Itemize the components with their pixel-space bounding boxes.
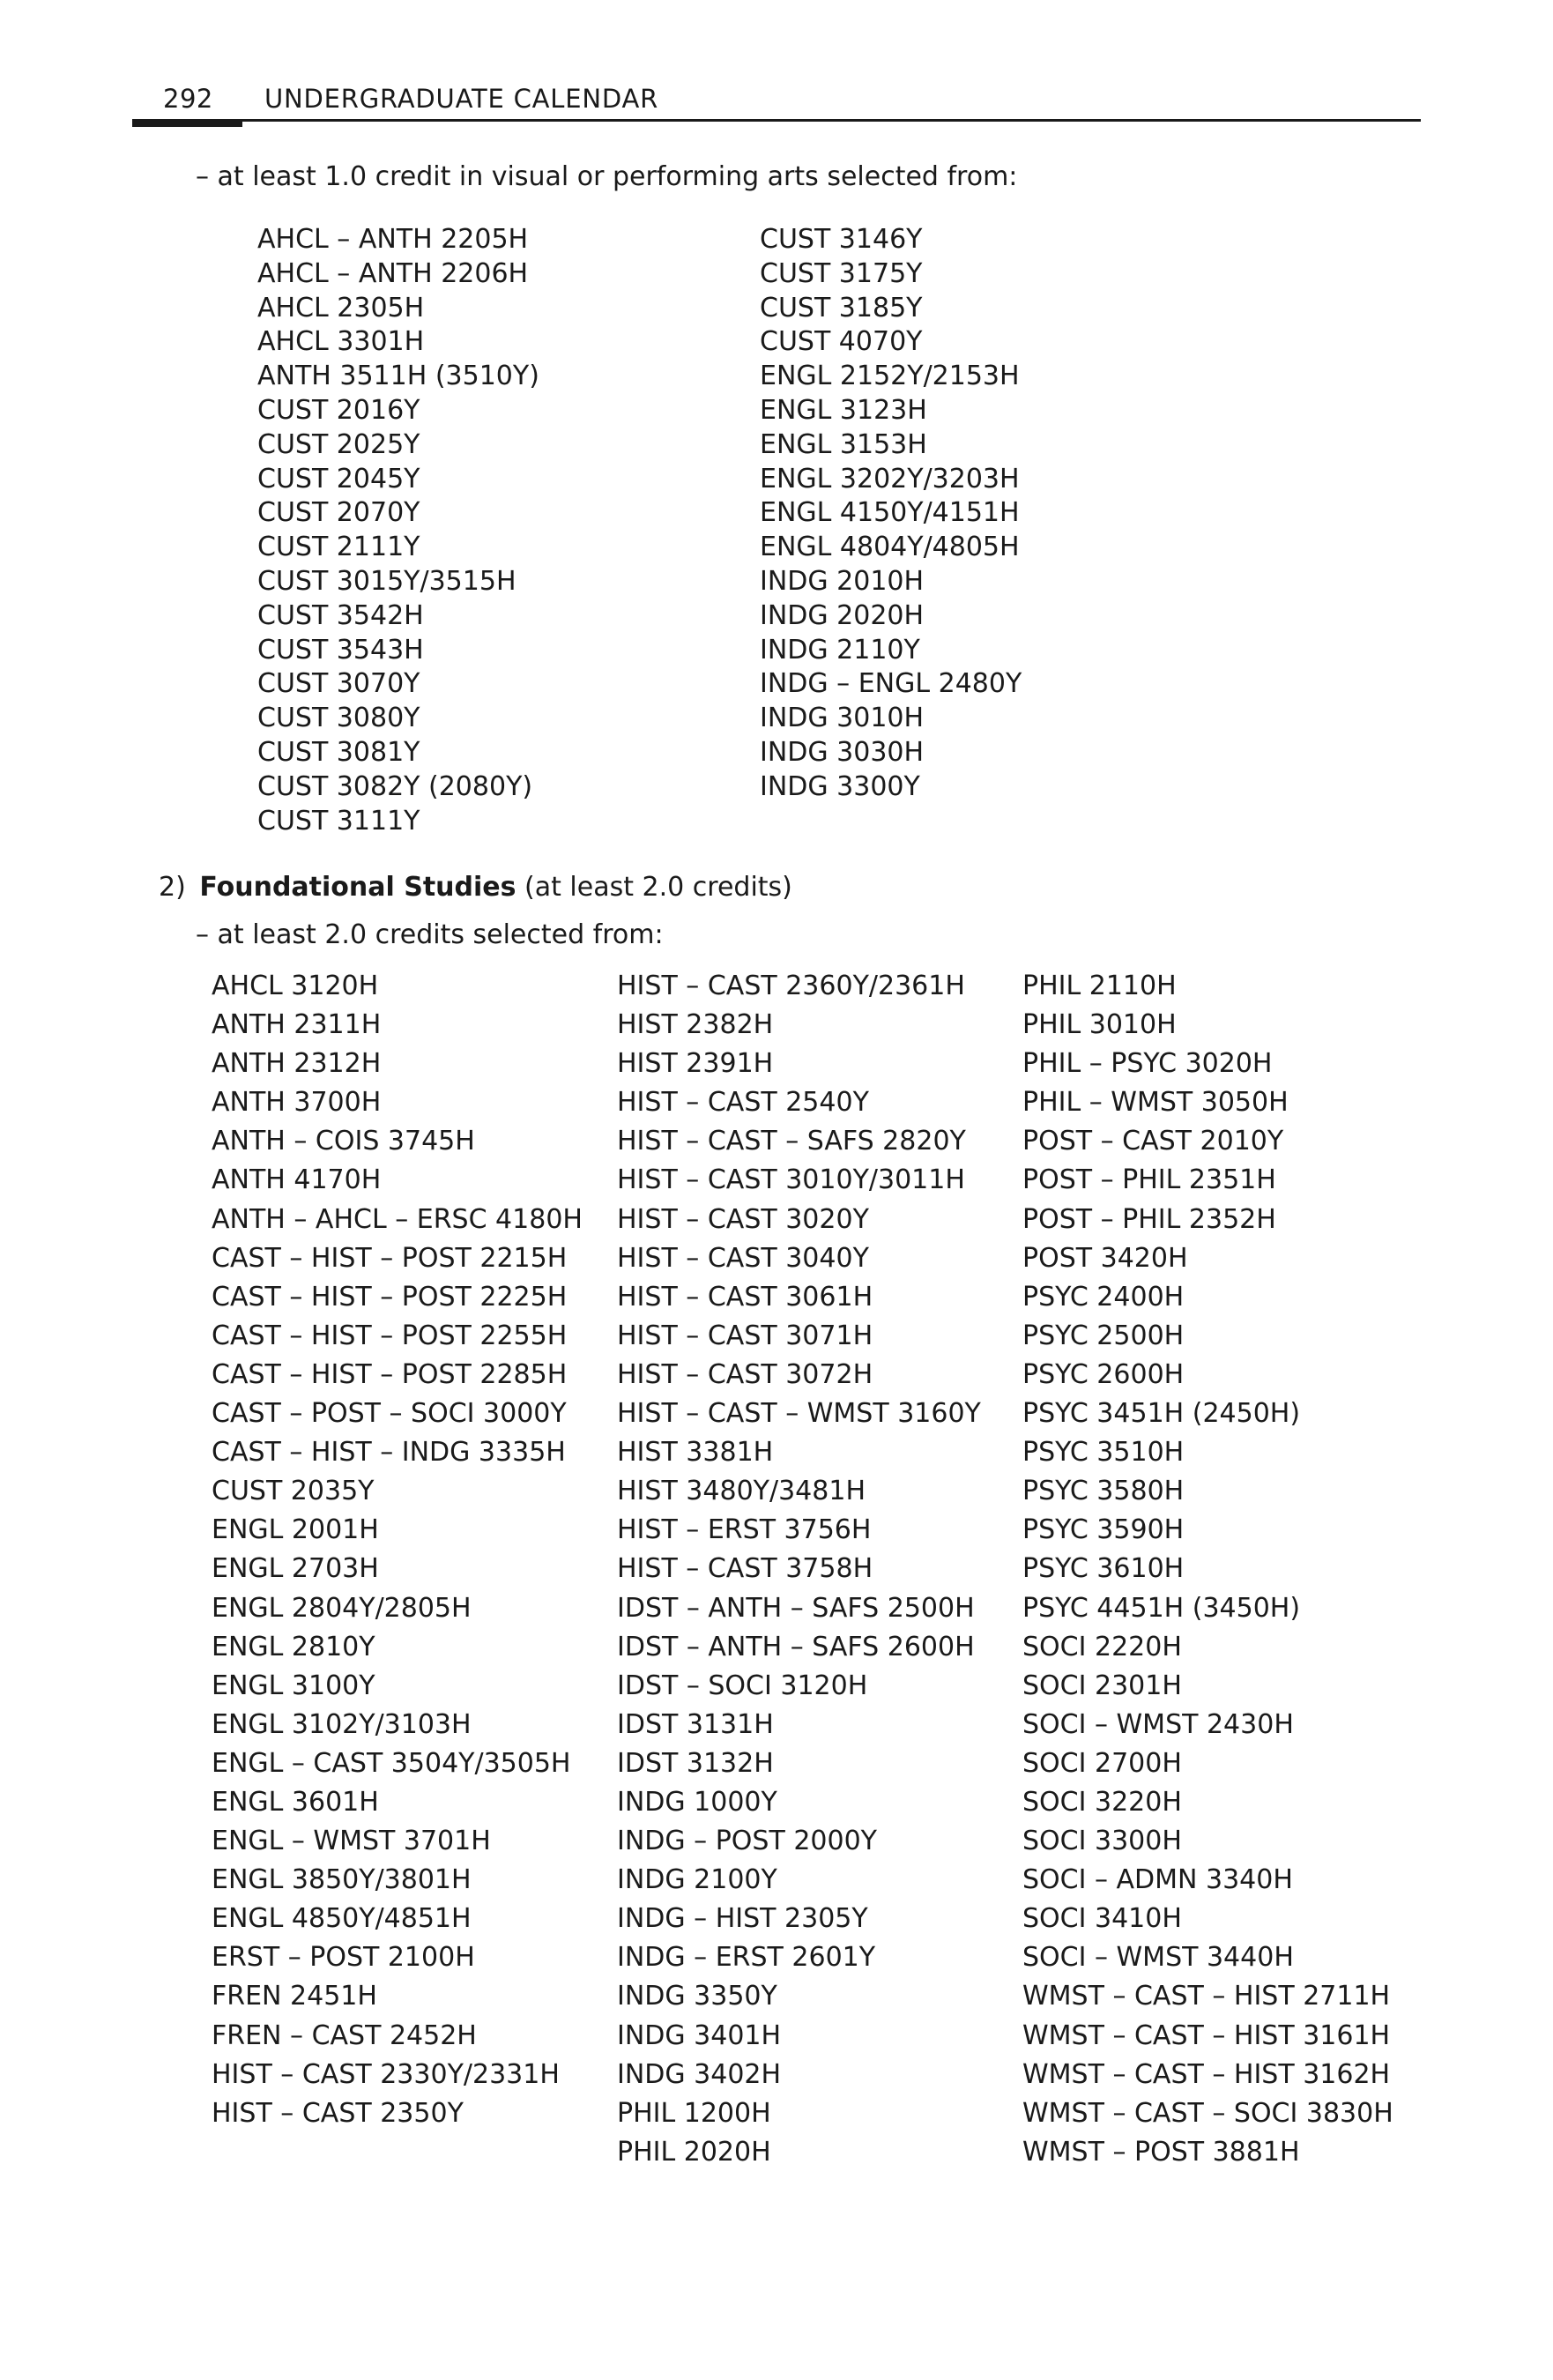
course-list-item: CAST – HIST – POST 2215H: [212, 1242, 568, 1274]
course-list-item: HIST – CAST 2540Y: [617, 1087, 869, 1119]
course-list-item: HIST – CAST 2330Y/2331H: [212, 2058, 560, 2090]
course-list-item: WMST – POST 3881H: [1022, 2136, 1300, 2168]
course-list-item: SOCI – ADMN 3340H: [1022, 1864, 1293, 1896]
course-list-item: PSYC 4451H (3450H): [1022, 1592, 1301, 1624]
course-list-item: CAST – HIST – POST 2255H: [212, 1320, 568, 1351]
course-list-item: CUST 3082Y (2080Y): [257, 770, 533, 802]
course-list-item: HIST – ERST 3756H: [617, 1514, 872, 1546]
course-list-item: PHIL 2020H: [617, 2136, 771, 2168]
arts-course-list-column-1: [257, 223, 539, 838]
course-list-item: CUST 3015Y/3515H: [257, 565, 516, 597]
foundational-credits-note: (at least 2.0 credits): [524, 872, 792, 903]
course-list-item: HIST 3480Y/3481H: [617, 1476, 866, 1507]
course-list-item: CUST 2035Y: [212, 1476, 375, 1507]
foundational-course-list-column-3: [1022, 967, 1393, 2172]
course-list-item: IDST – SOCI 3120H: [617, 1670, 868, 1701]
course-list-item: AHCL – ANTH 2206H: [257, 257, 529, 289]
course-list-item: POST – CAST 2010Y: [1022, 1126, 1284, 1157]
course-list-item: SOCI 2700H: [1022, 1747, 1182, 1779]
course-list-item: SOCI 3220H: [1022, 1786, 1182, 1818]
course-list-item: INDG 3300Y: [760, 770, 920, 802]
course-list-item: ENGL 4804Y/4805H: [760, 532, 1020, 563]
course-list-item: HIST – CAST 3040Y: [617, 1242, 869, 1274]
course-list-item: ENGL 3100Y: [212, 1670, 375, 1701]
course-list-item: ENGL 2152Y/2153H: [760, 361, 1020, 392]
course-list-item: PSYC 3610H: [1022, 1553, 1185, 1585]
course-list-item: HIST – CAST 3061H: [617, 1281, 873, 1313]
course-list-item: ENGL 3102Y/3103H: [212, 1708, 472, 1740]
course-list-item: POST – PHIL 2352H: [1022, 1203, 1276, 1235]
course-list-item: WMST – CAST – SOCI 3830H: [1022, 2097, 1393, 2129]
course-list-item: PSYC 3451H (2450H): [1022, 1398, 1301, 1430]
header-rule: [132, 119, 1421, 122]
course-list-item: ENGL 3153H: [760, 428, 927, 460]
course-list-item: HIST 3381H: [617, 1437, 774, 1469]
course-list-item: CAST – HIST – INDG 3335H: [212, 1437, 566, 1469]
course-list-item: INDG 2110Y: [760, 634, 920, 666]
foundational-course-list-column-1: [212, 967, 583, 2133]
course-list-item: SOCI – WMST 2430H: [1022, 1708, 1294, 1740]
course-list-item: ENGL 2001H: [212, 1514, 379, 1546]
course-list-item: CAST – POST – SOCI 3000Y: [212, 1398, 567, 1430]
course-list-item: ANTH 3700H: [212, 1087, 382, 1119]
course-list-item: INDG 3402H: [617, 2058, 782, 2090]
course-list-item: HIST – CAST 3020Y: [617, 1203, 869, 1235]
course-list-item: PHIL 2110H: [1022, 971, 1177, 1001]
course-list-item: CUST 3543H: [257, 634, 424, 666]
course-list-item: ENGL 2810Y: [212, 1631, 375, 1662]
course-list-item: HIST 2382H: [617, 1009, 774, 1041]
course-list-item: PHIL 1200H: [617, 2097, 771, 2129]
course-list-item: HIST – CAST 3758H: [617, 1553, 873, 1585]
course-list-item: WMST – CAST – HIST 2711H: [1022, 1981, 1391, 2012]
course-list-item: INDG 2100Y: [617, 1864, 777, 1896]
course-list-item: WMST – CAST – HIST 3162H: [1022, 2058, 1391, 2090]
course-list-item: ENGL 3850Y/3801H: [212, 1864, 472, 1896]
header-rule-accent: [132, 119, 242, 127]
course-list-item: INDG 3030H: [760, 736, 925, 768]
course-list-item: INDG 3010H: [760, 703, 925, 734]
course-list-item: CUST 4070Y: [760, 326, 923, 358]
course-list-item: CUST 3175Y: [760, 257, 923, 289]
course-list-item: ERST – POST 2100H: [212, 1942, 475, 1974]
page-header: [132, 82, 1421, 123]
course-list-item: ENGL 3601H: [212, 1786, 379, 1818]
course-list-item: CAST – HIST – POST 2285H: [212, 1358, 568, 1390]
course-list-item: CUST 2111Y: [257, 532, 420, 563]
course-list-item: HIST – CAST 2360Y/2361H: [617, 971, 965, 1001]
page-number: 292: [163, 84, 213, 114]
course-list-item: FREN – CAST 2452H: [212, 2019, 477, 2051]
course-list-item: PSYC 3580H: [1022, 1476, 1185, 1507]
course-list-item: PSYC 3590H: [1022, 1514, 1185, 1546]
course-list-item: ENGL – CAST 3504Y/3505H: [212, 1747, 571, 1779]
course-list-item: CUST 3080Y: [257, 703, 420, 734]
course-list-item: CUST 3070Y: [257, 668, 420, 700]
course-list-item: CUST 3111Y: [257, 805, 420, 837]
course-list-item: ENGL 4850Y/4851H: [212, 1903, 472, 1935]
course-list-item: PSYC 2600H: [1022, 1358, 1185, 1390]
course-list-item: SOCI 3410H: [1022, 1903, 1182, 1935]
course-list-item: CUST 3542H: [257, 599, 424, 631]
course-list-item: INDG 1000Y: [617, 1786, 777, 1818]
course-list-item: INDG – ENGL 2480Y: [760, 668, 1022, 700]
course-list-item: INDG 2010H: [760, 565, 925, 597]
course-list-item: PSYC 2500H: [1022, 1320, 1185, 1351]
course-list-item: POST 3420H: [1022, 1242, 1188, 1274]
course-list-item: ENGL 2804Y/2805H: [212, 1592, 472, 1624]
foundational-heading: [159, 871, 792, 904]
course-list-item: CAST – HIST – POST 2225H: [212, 1281, 568, 1313]
course-list-item: PHIL – WMST 3050H: [1022, 1087, 1289, 1119]
course-list-item: POST – PHIL 2351H: [1022, 1164, 1276, 1196]
course-list-item: ANTH 3511H (3510Y): [257, 361, 539, 392]
course-list-item: ANTH 2311H: [212, 1009, 382, 1041]
foundational-title: Foundational Studies: [199, 872, 516, 903]
course-list-item: HIST – CAST – SAFS 2820Y: [617, 1126, 966, 1157]
course-list-item: AHCL 3301H: [257, 326, 425, 358]
course-list-item: WMST – CAST – HIST 3161H: [1022, 2019, 1391, 2051]
course-list-item: ENGL 2703H: [212, 1553, 379, 1585]
arts-requirement: – at least 1.0 credit in visual or performing arts selected from:: [196, 161, 1018, 192]
course-list-item: CUST 3146Y: [760, 224, 923, 255]
course-list-item: HIST – CAST – WMST 3160Y: [617, 1398, 981, 1430]
course-list-item: ENGL 4150Y/4151H: [760, 497, 1020, 529]
arts-course-list-column-2: [760, 223, 1022, 805]
course-list-item: AHCL 2305H: [257, 292, 425, 324]
course-list-item: SOCI 2220H: [1022, 1631, 1182, 1662]
course-list-item: ANTH 2312H: [212, 1048, 382, 1080]
foundational-course-list-column-2: [617, 967, 981, 2172]
course-list-item: INDG – HIST 2305Y: [617, 1903, 868, 1935]
course-list-item: IDST – ANTH – SAFS 2600H: [617, 1631, 975, 1662]
course-list-item: CUST 2025Y: [257, 428, 420, 460]
course-list-item: ENGL – WMST 3701H: [212, 1826, 491, 1857]
course-list-item: SOCI 2301H: [1022, 1670, 1182, 1701]
course-list-item: ANTH 4170H: [212, 1164, 382, 1196]
course-list-item: PHIL – PSYC 3020H: [1022, 1048, 1273, 1080]
course-list-item: CUST 3081Y: [257, 736, 420, 768]
course-list-item: SOCI – WMST 3440H: [1022, 1942, 1294, 1974]
course-list-item: CUST 2070Y: [257, 497, 420, 529]
course-list-item: INDG 3401H: [617, 2019, 782, 2051]
course-list-item: ANTH – COIS 3745H: [212, 1126, 475, 1157]
course-list-item: PHIL 3010H: [1022, 1009, 1177, 1041]
course-list-item: INDG – ERST 2601Y: [617, 1942, 876, 1974]
course-list-item: ENGL 3202Y/3203H: [760, 463, 1020, 495]
course-list-item: AHCL 3120H: [212, 971, 379, 1001]
course-list-item: ANTH – AHCL – ERSC 4180H: [212, 1203, 583, 1235]
course-list-item: HIST – CAST 2350Y: [212, 2097, 464, 2129]
course-list-item: PSYC 3510H: [1022, 1437, 1185, 1469]
course-list-item: HIST – CAST 3072H: [617, 1358, 873, 1390]
course-list-item: CUST 2045Y: [257, 463, 420, 495]
course-list-item: IDST 3131H: [617, 1708, 774, 1740]
course-list-item: INDG 2020H: [760, 599, 925, 631]
foundational-number: 2): [159, 872, 186, 903]
course-list-item: HIST – CAST 3010Y/3011H: [617, 1164, 965, 1196]
course-list-item: INDG 3350Y: [617, 1981, 777, 2012]
course-list-item: AHCL – ANTH 2205H: [257, 224, 529, 255]
course-list-item: PSYC 2400H: [1022, 1281, 1185, 1313]
course-list-item: IDST 3132H: [617, 1747, 774, 1779]
course-list-item: CUST 2016Y: [257, 394, 420, 426]
course-list-item: CUST 3185Y: [760, 292, 923, 324]
course-list-item: FREN 2451H: [212, 1981, 377, 2012]
running-head: UNDERGRADUATE CALENDAR: [264, 84, 659, 114]
course-list-item: IDST – ANTH – SAFS 2500H: [617, 1592, 975, 1624]
course-list-item: HIST – CAST 3071H: [617, 1320, 873, 1351]
course-list-item: HIST 2391H: [617, 1048, 774, 1080]
foundational-requirement: – at least 2.0 credits selected from:: [196, 919, 664, 950]
course-list-item: INDG – POST 2000Y: [617, 1826, 877, 1857]
course-list-item: ENGL 3123H: [760, 394, 927, 426]
course-list-item: SOCI 3300H: [1022, 1826, 1182, 1857]
